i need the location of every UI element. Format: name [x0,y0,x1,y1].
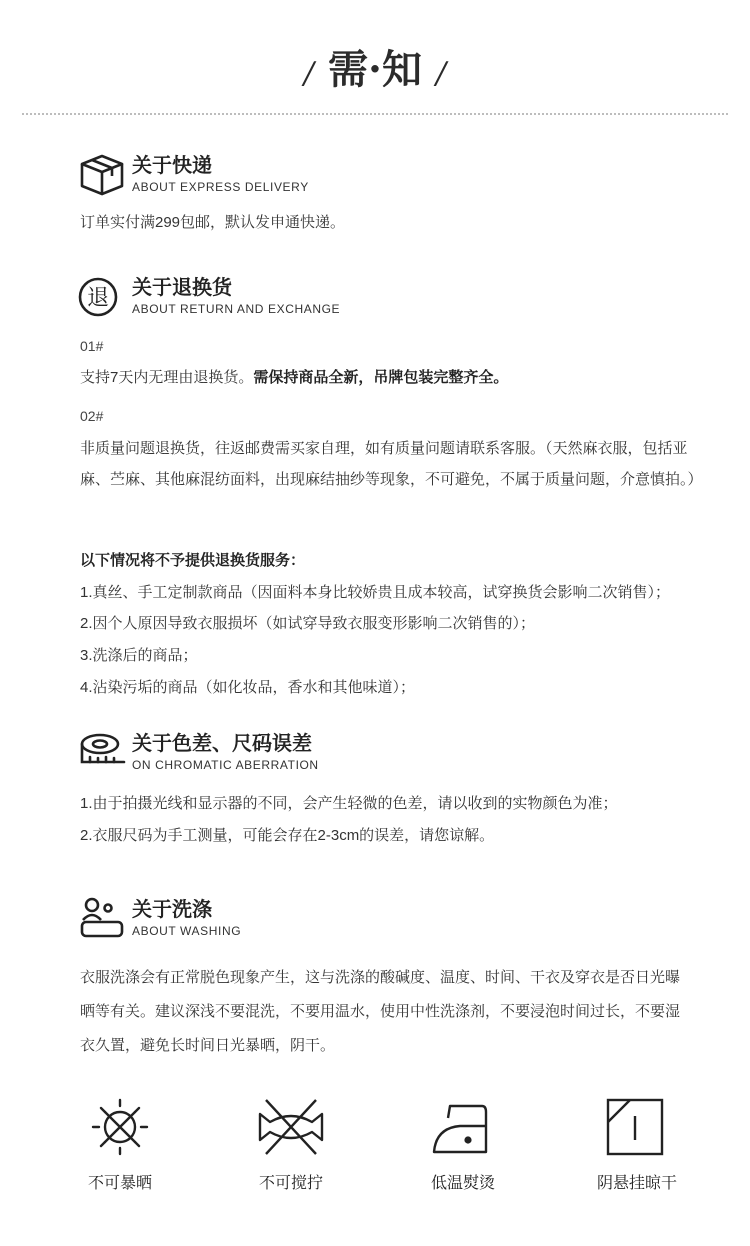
title-slash-right: / [435,56,447,91]
exclusion-item-4: 4.沾染污垢的商品（如化妆品，香水和其他味道）； [80,679,416,696]
exclusion-item-1: 1.真丝、手工定制款商品（因面料本身比较娇贵且成本较高，试穿换货会影响二次销售）； [80,584,671,601]
chromatic-title: 关于色差、尺码误差 [132,731,312,755]
washing-title: 关于洗涤 [132,897,212,921]
no-sun-icon [85,1092,155,1162]
returns-item1 [80,362,700,394]
returns-item2-number: 02# [80,408,104,424]
returns-title: 关于退换货 [132,275,232,299]
box-icon [78,152,126,198]
care-label-shade-dry: 阴悬挂晾干 [596,1175,677,1192]
express-text: 订单实付满299包邮，默认发申通快递。 [80,214,346,231]
care-label-no-wring: 不可搅拧 [258,1175,323,1192]
page-title [0,40,750,100]
title-slash-left: / [303,56,315,91]
returns-item2-text: 非质量问题退换货，往返邮费需买家自理，如有质量问题请联系客服。（天然麻衣服，包括亚麻、苎麻、其他麻混纺面料，出现麻结抽纱等现象，不可避免，不属于质量问题，介意慎拍。） [80,440,703,488]
low-iron-icon [428,1092,498,1162]
care-label-no-sun: 不可暴晒 [87,1175,152,1192]
dotted-divider [22,113,728,115]
chromatic-line-2: 2.衣服尺码为手工测量，可能会存在2-3cm的误差，请您谅解。 [80,827,495,844]
returns-item1-bold: 需保持商品全新，吊牌包装完整齐全。 [253,369,509,386]
return-icon [78,274,126,320]
title-text: 需·知 [328,46,422,93]
exclusion-item-3: 3.洗涤后的商品； [80,647,198,664]
returns-subtitle: ABOUT RETURN AND EXCHANGE [132,302,341,316]
washing-icon [78,896,126,942]
washing-text: 衣服洗涤会有正常脱色现象产生，这与洗涤的酸碱度、温度、时间、干衣及穿衣是否日光曝晒等有关。建议深浅不要混洗，不要用温水，使用中性洗涤剂，不要浸泡时间过长，不要湿衣久置，避免长时间日光暴晒，阴干。 [80,969,681,1054]
shade-dry-icon [600,1092,670,1162]
chromatic-subtitle: ON CHROMATIC ABERRATION [132,758,319,772]
no-wring-icon [254,1092,328,1162]
chromatic-line-1: 1.由于拍摄光线和显示器的不同，会产生轻微的色差，请以收到的实物颜色为准； [80,795,618,812]
returns-item1-text: 支持7天内无理由退换货。 [80,369,254,386]
measuring-tape-icon [78,730,126,776]
care-label-low-iron: 低温熨烫 [430,1175,495,1192]
exclusions-heading: 以下情况将不予提供退换货服务： [80,552,306,569]
exclusion-item-2: 2.因个人原因导致衣服损坏（如试穿导致衣服变形影响二次销售的）； [80,615,536,632]
express-title: 关于快递 [132,153,212,177]
express-subtitle: ABOUT EXPRESS DELIVERY [132,180,309,194]
washing-subtitle: ABOUT WASHING [132,924,242,938]
returns-item1-number: 01# [80,338,104,354]
return-icon-glyph: 退 [86,286,110,311]
